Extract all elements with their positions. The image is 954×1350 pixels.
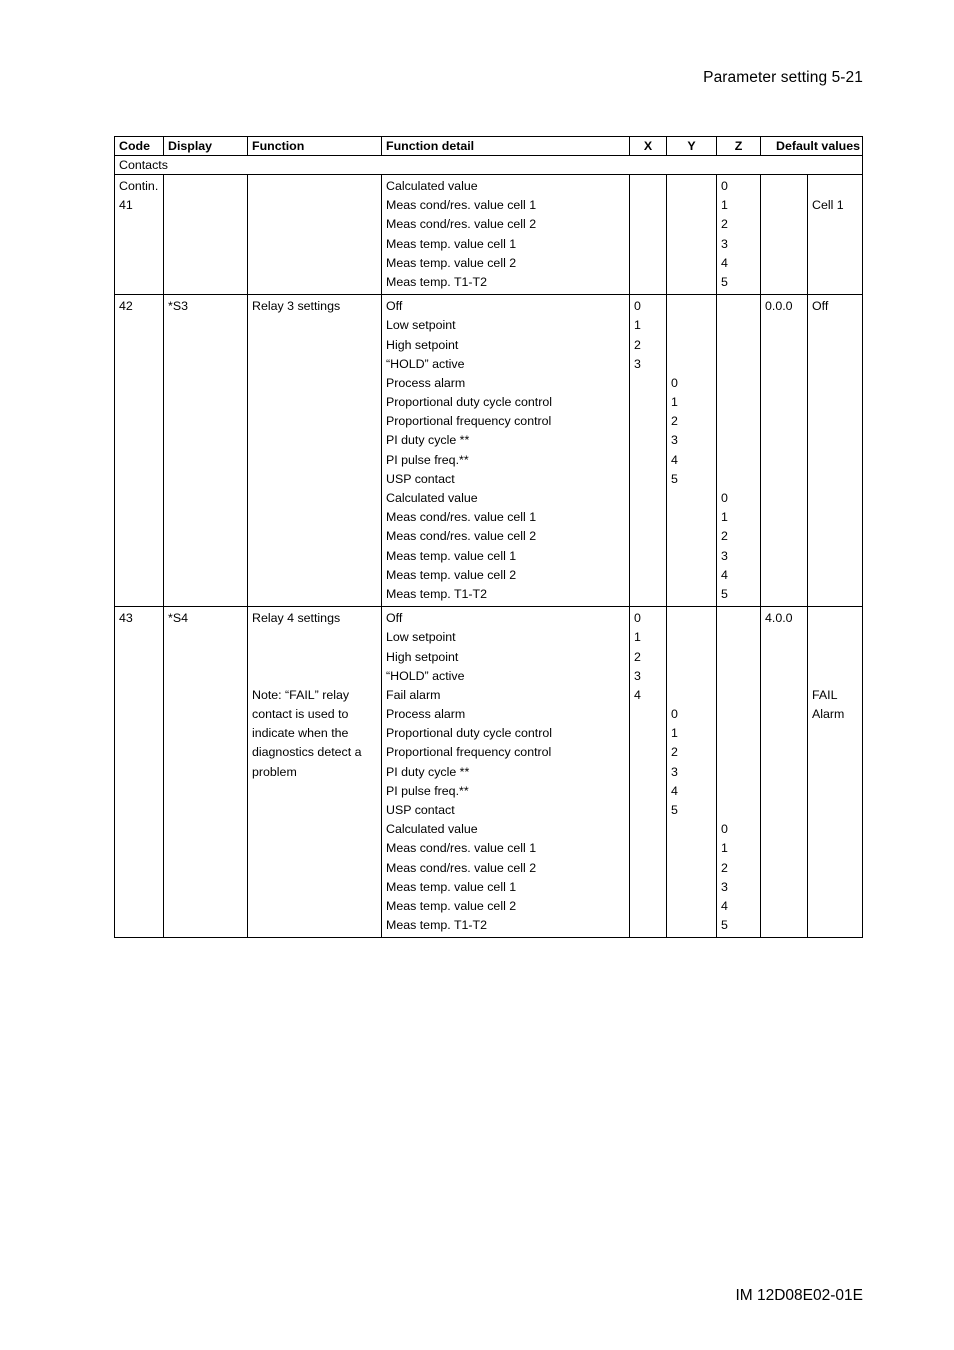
section-row [115, 156, 863, 175]
default-code-value: 0.0.0 [765, 299, 793, 314]
x-cell-line: 1 [634, 318, 641, 333]
code-cell-line: 41 [119, 198, 133, 213]
y-cell-line: 5 [671, 803, 678, 817]
default-code-cell [761, 295, 808, 607]
col-header-y: Y [667, 137, 717, 156]
z-cell-line: 5 [721, 918, 728, 933]
display-cell-line: *S3 [168, 299, 188, 314]
spacer-line [671, 316, 716, 335]
y-cell-line: 1 [671, 726, 678, 741]
function-detail-cell-line: Fail alarm [386, 687, 441, 702]
y-cell-line: 2 [671, 414, 678, 429]
function-detail-cell-line: Meas cond/res. value cell 1 [386, 510, 537, 525]
z-cell-line: 1 [721, 841, 728, 856]
spacer-line [721, 782, 760, 801]
spacer-line [721, 763, 760, 782]
spacer-line [721, 724, 760, 743]
z-cell-line: 2 [721, 529, 728, 544]
table-row [115, 607, 863, 938]
y-cell [667, 295, 717, 607]
function-detail-cell-line: PI duty cycle ** [386, 433, 470, 448]
default-value-cell-line: Off [812, 299, 829, 314]
function-cell [248, 295, 382, 607]
z-cell-line: 3 [721, 548, 728, 563]
function-detail-cell-line: Meas temp. T1-T2 [386, 274, 487, 289]
z-cell-line: 2 [721, 860, 728, 875]
function-detail-cell-line: Meas temp. value cell 2 [386, 898, 517, 913]
default-value-cell-line [812, 177, 862, 196]
default-value-cell [808, 295, 863, 607]
default-value-cell-line: Cell 1 [812, 198, 844, 213]
code-cell-line: 42 [119, 299, 133, 314]
spacer-line [721, 801, 760, 820]
col-header-x: X [630, 137, 667, 156]
function-detail-cell-line: Meas cond/res. value cell 1 [386, 198, 537, 213]
function-detail-cell-line: Meas temp. value cell 1 [386, 236, 517, 251]
function-cell [248, 175, 382, 295]
x-cell-line: 4 [634, 687, 641, 702]
page-footer: IM 12D08E02-01E [735, 1287, 863, 1304]
y-cell [667, 175, 717, 295]
function-detail-cell [382, 175, 630, 295]
code-cell [115, 295, 164, 607]
y-cell-line: 5 [671, 471, 678, 486]
spacer-line [671, 297, 716, 316]
spacer-line [671, 686, 716, 705]
function-detail-cell [382, 295, 630, 607]
parameter-table [114, 136, 863, 938]
function-cell-line [252, 648, 381, 667]
col-header-display: Display [164, 137, 248, 156]
function-detail-cell-line: Meas temp. value cell 2 [386, 255, 517, 270]
z-cell-line: 3 [721, 236, 728, 251]
col-header-function-detail: Function detail [382, 137, 630, 156]
display-cell [164, 607, 248, 938]
spacer-line [721, 412, 760, 431]
display-cell [164, 295, 248, 607]
function-detail-cell-line: Meas temp. value cell 1 [386, 548, 517, 563]
y-cell-line: 1 [671, 395, 678, 410]
function-cell-line: problem [252, 764, 297, 779]
function-cell-line: Note: “FAIL” relay [252, 687, 350, 702]
function-detail-cell-line: Meas cond/res. value cell 1 [386, 841, 537, 856]
function-detail-cell-line: Calculated value [386, 822, 478, 837]
x-cell-line: 0 [634, 299, 641, 314]
function-cell-line: contact is used to [252, 707, 349, 722]
default-value-cell-line [812, 667, 862, 686]
default-value-cell-line [812, 609, 862, 628]
function-detail-cell-line: Meas temp. T1-T2 [386, 918, 487, 933]
spacer-line [721, 648, 760, 667]
z-cell-line: 1 [721, 198, 728, 213]
function-cell-line: indicate when the [252, 726, 349, 741]
function-detail-cell-line: Meas temp. value cell 2 [386, 567, 517, 582]
spacer-line [721, 628, 760, 647]
z-cell [717, 295, 761, 607]
function-detail-cell-line: Meas temp. T1-T2 [386, 586, 487, 601]
function-detail-cell-line: Calculated value [386, 179, 478, 193]
z-cell-line: 5 [721, 274, 728, 289]
function-detail-cell [382, 607, 630, 938]
z-cell-line: 4 [721, 567, 728, 582]
col-header-code: Code [115, 137, 164, 156]
function-cell-line: Relay 4 settings [252, 611, 341, 626]
table-header-row [115, 137, 863, 156]
function-detail-cell-line: USP contact [386, 471, 455, 486]
default-value-cell-line: Alarm [812, 707, 845, 722]
function-detail-cell-line: “HOLD” active [386, 356, 465, 371]
function-detail-cell-line: Proportional frequency control [386, 745, 552, 760]
y-cell-line: 0 [671, 707, 678, 722]
default-code-value [765, 177, 807, 196]
z-cell-line: 0 [721, 179, 728, 193]
display-cell [164, 175, 248, 295]
function-detail-cell-line: Proportional duty cycle control [386, 726, 552, 741]
spacer-line [721, 686, 760, 705]
spacer-line [721, 374, 760, 393]
function-detail-cell-line: Off [386, 611, 403, 626]
spacer-line [671, 648, 716, 667]
x-cell-line: 2 [634, 337, 641, 352]
default-value-cell-line [812, 628, 862, 647]
function-detail-cell-line: PI pulse freq.** [386, 452, 469, 467]
col-header-function: Function [248, 137, 382, 156]
z-cell-line: 0 [721, 822, 728, 837]
x-cell-line: 0 [634, 611, 641, 626]
function-detail-cell-line: “HOLD” active [386, 668, 465, 683]
spacer-line [721, 431, 760, 450]
y-cell [667, 607, 717, 938]
z-cell [717, 175, 761, 295]
function-cell-line [252, 667, 381, 686]
spacer-line [721, 609, 760, 628]
z-cell-line: 5 [721, 586, 728, 601]
function-detail-cell-line: Proportional duty cycle control [386, 395, 552, 410]
y-cell-line: 3 [671, 433, 678, 448]
function-detail-cell-line: Calculated value [386, 491, 478, 505]
function-detail-cell-line: High setpoint [386, 337, 459, 352]
function-detail-cell-line: Low setpoint [386, 318, 456, 333]
z-cell-line: 1 [721, 510, 728, 525]
col-header-z: Z [717, 137, 761, 156]
z-cell-line: 0 [721, 491, 728, 505]
x-cell [630, 295, 667, 607]
function-detail-cell-line: Low setpoint [386, 630, 456, 645]
display-cell-line: *S4 [168, 611, 188, 626]
function-detail-cell-line: Meas cond/res. value cell 2 [386, 217, 537, 232]
y-cell-line: 0 [671, 375, 678, 390]
x-cell-line: 3 [634, 668, 641, 683]
function-detail-cell-line: High setpoint [386, 649, 459, 664]
spacer-line [671, 355, 716, 374]
section-title: Contacts [115, 156, 863, 175]
default-value-cell-line [812, 648, 862, 667]
spacer-line [721, 355, 760, 374]
function-cell-line: diagnostics detect a [252, 745, 362, 760]
x-cell [630, 607, 667, 938]
function-detail-cell-line: PI pulse freq.** [386, 783, 469, 798]
y-cell-line: 4 [671, 452, 678, 467]
default-code-cell [761, 607, 808, 938]
page-header: Parameter setting 5-21 [703, 69, 863, 86]
code-cell-line: 43 [119, 611, 133, 626]
spacer-line [721, 297, 760, 316]
spacer-line [671, 336, 716, 355]
y-cell-line: 3 [671, 764, 678, 779]
function-detail-cell-line: Off [386, 299, 403, 314]
spacer-line [721, 705, 760, 724]
x-cell-line: 3 [634, 356, 641, 371]
default-value-cell [808, 175, 863, 295]
spacer-line [671, 628, 716, 647]
spacer-line [721, 316, 760, 335]
spacer-line [721, 470, 760, 489]
z-cell-line: 4 [721, 898, 728, 913]
spacer-line [721, 667, 760, 686]
y-cell-line: 4 [671, 783, 678, 798]
code-cell [115, 607, 164, 938]
spacer-line [671, 609, 716, 628]
spacer-line [721, 336, 760, 355]
code-cell-line: Contin. [119, 179, 159, 193]
default-code-value: 4.0.0 [765, 611, 793, 626]
function-detail-cell-line: Process alarm [386, 375, 466, 390]
function-detail-cell-line: Process alarm [386, 707, 466, 722]
spacer-line [721, 743, 760, 762]
function-detail-cell-line: Proportional frequency control [386, 414, 552, 429]
z-cell-line: 4 [721, 255, 728, 270]
function-cell [248, 607, 382, 938]
table-row [115, 295, 863, 607]
z-cell-line: 2 [721, 217, 728, 232]
spacer-line [721, 451, 760, 470]
function-detail-cell-line: Meas cond/res. value cell 2 [386, 529, 537, 544]
y-cell-line: 2 [671, 745, 678, 760]
col-header-default-values: Default values [761, 137, 863, 156]
function-detail-cell-line: USP contact [386, 803, 455, 817]
default-code-cell [761, 175, 808, 295]
spacer-line [721, 393, 760, 412]
default-value-cell [808, 607, 863, 938]
code-cell [115, 175, 164, 295]
z-cell-line: 3 [721, 879, 728, 894]
z-cell [717, 607, 761, 938]
function-cell-line [252, 628, 381, 647]
function-detail-cell-line: Meas cond/res. value cell 2 [386, 860, 537, 875]
x-cell-line: 2 [634, 649, 641, 664]
x-cell-line: 1 [634, 630, 641, 645]
function-cell-line: Relay 3 settings [252, 299, 341, 314]
spacer-line [671, 667, 716, 686]
default-value-cell-line: FAIL [812, 687, 838, 702]
function-detail-cell-line: PI duty cycle ** [386, 764, 470, 779]
table-row [115, 175, 863, 295]
function-detail-cell-line: Meas temp. value cell 1 [386, 879, 517, 894]
x-cell [630, 175, 667, 295]
